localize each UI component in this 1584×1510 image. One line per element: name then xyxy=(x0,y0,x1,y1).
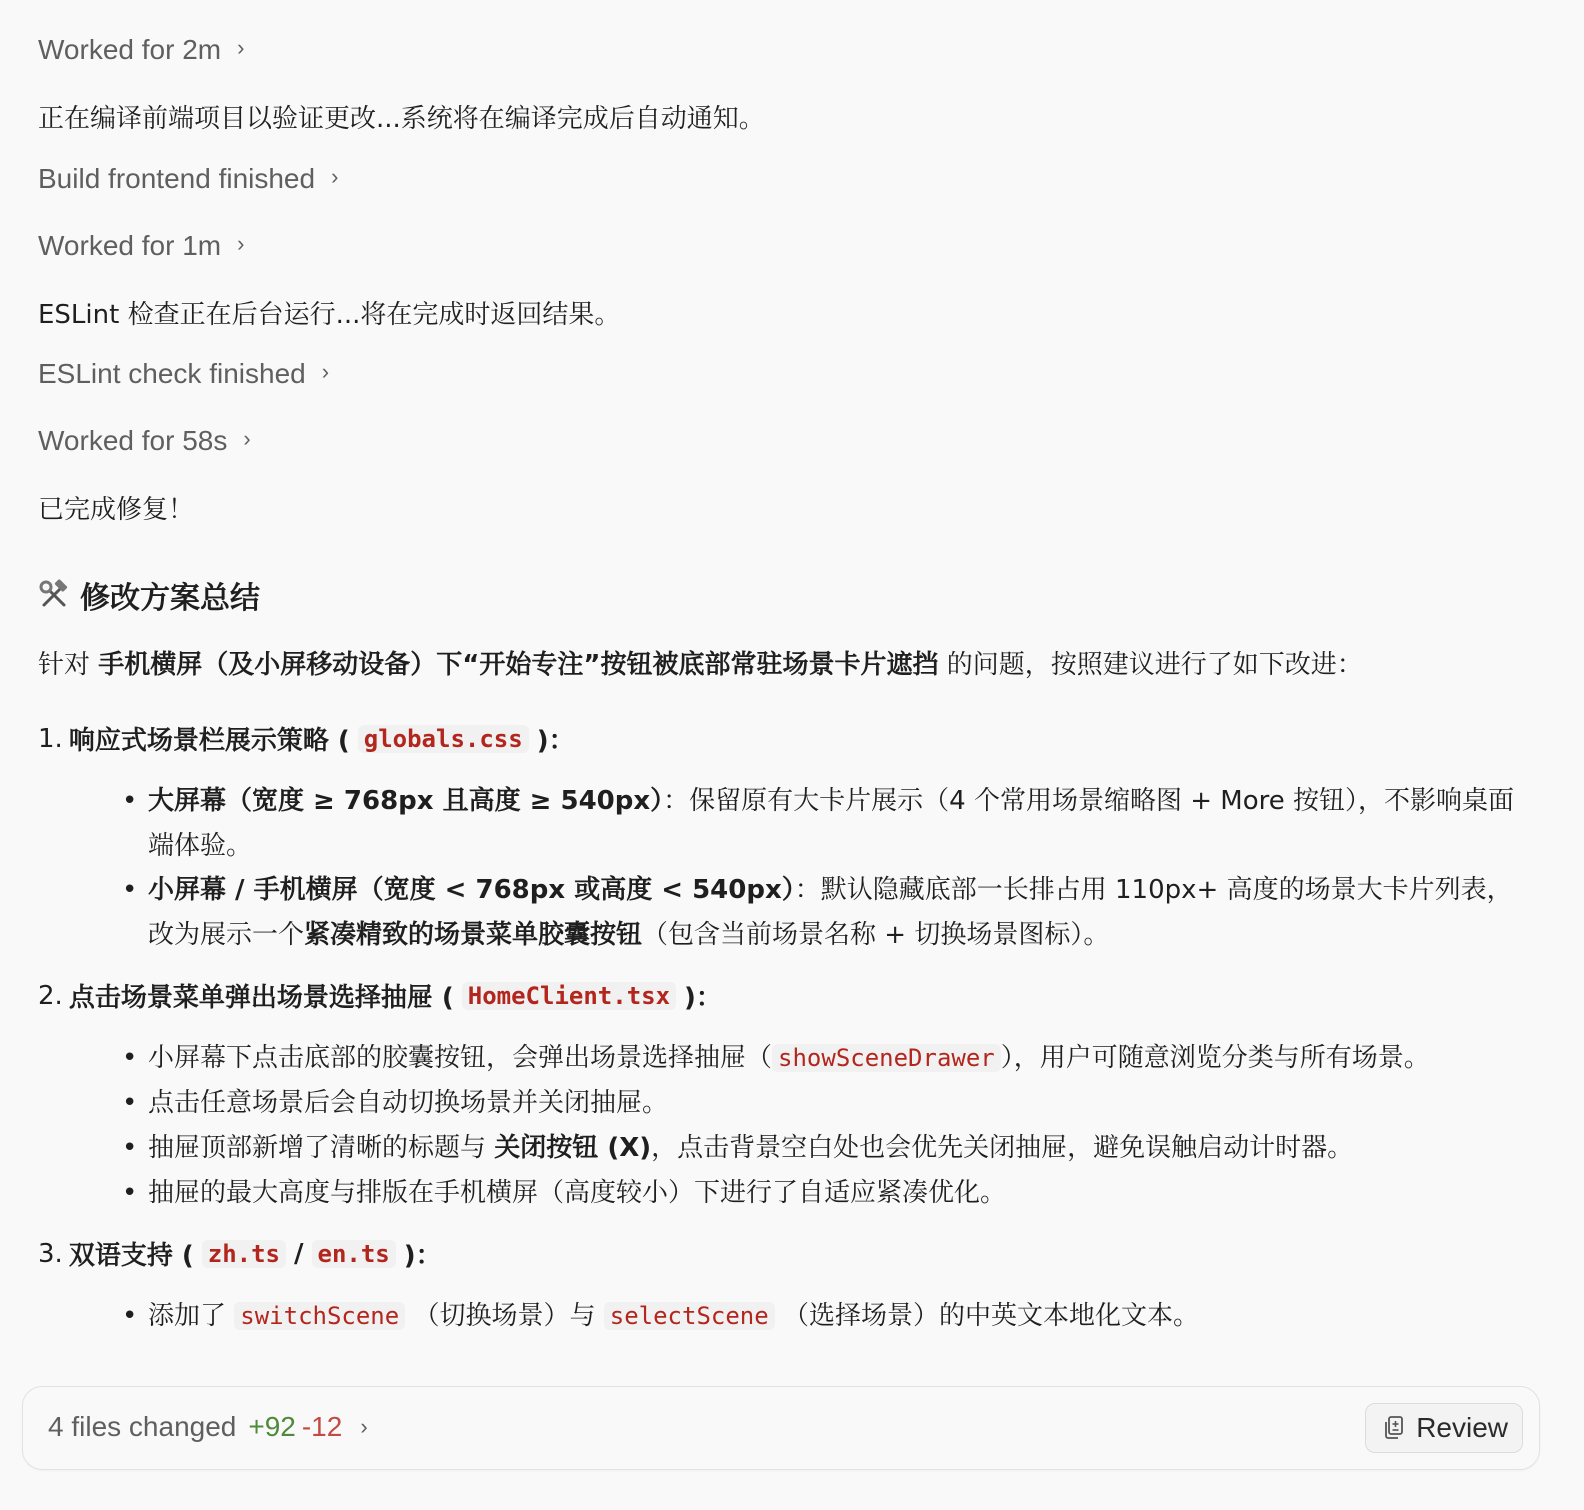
bullet-dot: • xyxy=(122,1088,138,1118)
bullet-text: （选择场景）的中英文本地化文本。 xyxy=(774,1301,1199,1331)
build-status-toggle[interactable] xyxy=(38,163,338,195)
chevron-right-icon: › xyxy=(237,35,245,60)
status-label: ESLint check finished xyxy=(38,358,306,389)
bullet-bold-text: 小屏幕 / 手机横屏（宽度 < 768px 或高度 < 540px） xyxy=(148,875,795,905)
file-name: en.ts xyxy=(312,1240,396,1268)
bullet-bold-text: 紧凑精致的场景菜单胶囊按钮 xyxy=(304,920,643,950)
bullet-text: ），用户可随意浏览分类与所有场景。 xyxy=(1000,1043,1430,1073)
status-label: Worked for 2m xyxy=(38,34,222,65)
document-copy-icon xyxy=(1382,1415,1406,1441)
review-button[interactable] xyxy=(1365,1403,1523,1453)
status-label: Worked for 1m xyxy=(38,230,222,261)
item-title: 点击场景菜单弹出场景选择抽屉 ( xyxy=(68,983,454,1013)
bullet-item xyxy=(122,1036,1522,1081)
numbered-item xyxy=(38,720,575,757)
files-changed-toggle[interactable] xyxy=(48,1411,368,1443)
intro-text: 针对 xyxy=(38,650,99,680)
changes-bar xyxy=(22,1386,1540,1470)
summary-title: 修改方案总结 xyxy=(80,581,260,616)
bullet-dot: • xyxy=(122,786,138,816)
bullet-text: 抽屉顶部新增了清晰的标题与 xyxy=(148,1133,495,1163)
file-separator: / xyxy=(294,1238,304,1269)
file-name: zh.ts xyxy=(202,1240,286,1268)
files-changed-label: 4 files changed xyxy=(48,1411,237,1442)
bullet-dot: • xyxy=(122,1301,138,1331)
bullet-bold-text: 关闭按钮 (X) xyxy=(494,1133,652,1163)
inline-code: selectScene xyxy=(604,1302,775,1330)
worked-status-toggle[interactable] xyxy=(38,425,251,457)
bullet-text: ：默认隐藏底部一长排占用 110px+ 高度的场景大卡片列表，改为展示一个 xyxy=(148,875,1513,950)
bullet-item xyxy=(122,1171,1522,1216)
eslint-status-toggle[interactable] xyxy=(38,358,329,390)
item-number: 2. xyxy=(38,980,63,1011)
bullet-item xyxy=(122,1126,1522,1171)
intro-text: 的问题，按照建议进行了如下改进： xyxy=(938,650,1363,680)
item-close: )： xyxy=(536,726,575,756)
chevron-right-icon: › xyxy=(321,359,330,384)
file-name: HomeClient.tsx xyxy=(462,982,676,1010)
item-title: 双语支持 ( xyxy=(68,1241,194,1271)
item-number: 1. xyxy=(38,723,63,754)
review-label: Review xyxy=(1416,1412,1508,1443)
file-name: globals.css xyxy=(358,725,529,753)
bullet-dot: • xyxy=(122,1043,138,1073)
message-text: 已完成修复！ xyxy=(38,495,195,525)
bullet-text: ，点击背景空白处也会优先关闭抽屉，避免误触启动计时器。 xyxy=(651,1133,1354,1163)
worked-status-toggle[interactable] xyxy=(38,34,244,66)
status-label: Build frontend finished xyxy=(38,163,316,194)
bullet-dot: • xyxy=(122,1178,138,1208)
worked-status-toggle[interactable] xyxy=(38,230,244,262)
summary-heading xyxy=(38,573,260,617)
item-close: )： xyxy=(403,1241,442,1271)
numbered-item xyxy=(38,1235,442,1272)
bullet-dot: • xyxy=(122,875,138,905)
item-close: )： xyxy=(684,983,722,1013)
status-label: Worked for 58s xyxy=(38,425,228,456)
message-text: 正在编译前端项目以验证更改...系统将在编译完成后自动通知。 xyxy=(38,104,765,134)
item-title: 响应式场景栏展示策略 ( xyxy=(68,726,350,756)
chevron-right-icon: › xyxy=(237,231,245,256)
item-number: 3. xyxy=(38,1238,63,1269)
bullet-text: （包含当前场景名称 + 切换场景图标）。 xyxy=(642,920,1110,950)
bullet-item xyxy=(122,779,1522,869)
bullet-item xyxy=(122,1081,1522,1126)
summary-intro xyxy=(38,644,1363,681)
numbered-item xyxy=(38,977,722,1014)
bullet-bold-text: 大屏幕（宽度 ≥ 768px 且高度 ≥ 540px） xyxy=(148,786,664,816)
bullet-text: （切换场景）与 xyxy=(405,1301,604,1331)
chevron-right-icon: › xyxy=(243,426,251,451)
deletions-count: -12 xyxy=(301,1411,343,1442)
bullet-item xyxy=(122,868,1522,958)
bullet-dot: • xyxy=(122,1133,138,1163)
chevron-right-icon: › xyxy=(360,1414,368,1439)
inline-code: switchScene xyxy=(234,1302,405,1330)
bullet-text: ：保留原有大卡片展示（4 个常用场景缩略图 + More 按钮），不影响桌面端体验。 xyxy=(148,786,1514,861)
message-text: ESLint 检查正在后台运行...将在完成时返回结果。 xyxy=(38,300,621,330)
inline-code: showSceneDrawer xyxy=(772,1044,1001,1072)
intro-bold-text: 手机横屏（及小屏移动设备）下“开始专注”按钮被底部常驻场景卡片遮挡 xyxy=(98,650,939,680)
bullet-text: 小屏幕下点击底部的胶囊按钮，会弹出场景选择抽屉（ xyxy=(148,1043,773,1073)
additions-count: +92 xyxy=(248,1411,296,1442)
hammer-wrench-icon xyxy=(38,579,70,611)
bullet-text: 添加了 xyxy=(148,1301,235,1331)
chevron-right-icon: › xyxy=(331,164,339,189)
bullet-item xyxy=(122,1294,1522,1339)
bullet-text: 点击任意场景后会自动切换场景并关闭抽屉。 xyxy=(148,1088,669,1118)
bullet-text: 抽屉的最大高度与排版在手机横屏（高度较小）下进行了自适应紧凑优化。 xyxy=(148,1178,1007,1208)
